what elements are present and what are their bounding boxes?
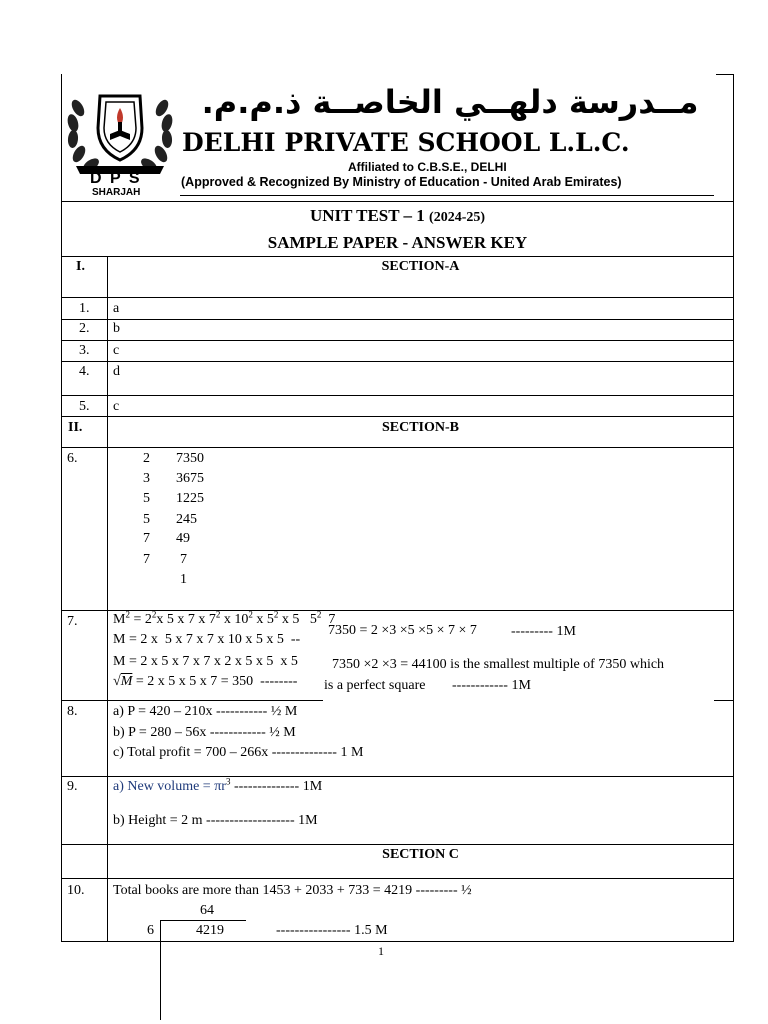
- q6-quotient: 3675: [176, 471, 204, 486]
- divider-q7-right: [714, 700, 734, 701]
- title-main: UNIT TEST – 1: [309, 206, 425, 225]
- approval-text: (Approved & Recognized By Ministry of Education - United Arab Emirates): [181, 175, 622, 189]
- header-underline: [180, 195, 714, 196]
- q7-left-work: [113, 609, 336, 699]
- q6-quotient: 245: [176, 512, 197, 527]
- q3-answer: c: [113, 343, 120, 358]
- title-line-2: SAMPLE PAPER - ANSWER KEY: [267, 233, 528, 252]
- divider-secb: [61, 447, 734, 448]
- section-c-title: SECTION C: [382, 847, 459, 862]
- q6-quotient: 1225: [176, 491, 204, 506]
- q7-line-4: √M = 2 x 5 x 5 x 7 = 350 --------: [113, 674, 298, 689]
- q8-part-a: a) P = 420 – 210x ----------- ½ M: [113, 704, 298, 719]
- q6-quotient: 49: [176, 531, 190, 546]
- affiliation-text: Affiliated to C.B.S.E., DELHI: [348, 160, 507, 174]
- q1-number: 1.: [79, 301, 90, 316]
- q7-right-mark-1: --------- 1M: [511, 624, 576, 639]
- logo-text: D P S: [90, 170, 142, 187]
- q4-answer: d: [113, 364, 120, 379]
- section-b-number: II.: [68, 420, 83, 435]
- q9-part-a-text: a) New volume = πr: [113, 779, 226, 794]
- q6-divisor: 2: [143, 451, 150, 466]
- q6-quotient: 1: [180, 572, 187, 587]
- logo-city: SHARJAH: [92, 187, 141, 198]
- q9-part-a: a) New volume = $\pi r^3$ -------------- 1M: [113, 776, 323, 794]
- q10-line-1: Total books are more than 1453 + 2033 + 733 = 4219 --------- ½: [113, 883, 472, 898]
- school-name: DELHI PRIVATE SCHOOL L.L.C.: [182, 128, 630, 157]
- q1-answer: a: [113, 301, 120, 316]
- divider-q7: [61, 700, 323, 701]
- frame-bottom: [61, 941, 734, 942]
- q6-number: 6.: [67, 451, 78, 466]
- q6-divisor: 7: [143, 531, 150, 546]
- divider-seca: [61, 297, 734, 298]
- q10-division-bar: [160, 920, 246, 921]
- q6-factor-table: [140, 450, 220, 590]
- q4-number: 4.: [79, 364, 90, 379]
- divider-a5: [61, 416, 734, 417]
- school-logo: [64, 78, 176, 198]
- divider-a2: [61, 340, 734, 341]
- q8-part-b: b) P = 280 – 56x ------------ ½ M: [113, 725, 296, 740]
- divider-secc: [61, 878, 734, 879]
- q9-number: 9.: [67, 779, 78, 794]
- divider-a4: [61, 395, 734, 396]
- q7-right-line-2: 7350 ×2 ×3 = 44100 is the smallest multiple of 7350 which: [332, 657, 665, 672]
- q2-answer: b: [113, 321, 120, 336]
- q6-divisor: 7: [143, 552, 150, 567]
- q9-part-a-mark: -------------- 1M: [230, 779, 323, 794]
- q7-line-3: M = 2 x 5 x 7 x 7 x 2 x 5 x 5 x 5: [113, 654, 298, 669]
- q3-number: 3.: [79, 343, 90, 358]
- section-a-title: SECTION-A: [381, 259, 460, 274]
- q6-divisor: 3: [143, 471, 150, 486]
- frame-top-right-tick: [716, 74, 734, 75]
- divider-header: [61, 201, 734, 202]
- q7-line-2: M = 2 x 5 x 7 x 7 x 10 x 5 x 5 --: [113, 632, 301, 647]
- q10-quotient: 64: [200, 903, 214, 918]
- title-line-1: [61, 205, 734, 228]
- school-name-arabic: مــدرسة دلهــي الخاصــة ذ.م.م.: [201, 83, 699, 121]
- section-b-title: SECTION-B: [381, 420, 460, 435]
- q5-number: 5.: [79, 399, 90, 414]
- q6-divisor: 5: [143, 491, 150, 506]
- q6-quotient: 7350: [176, 451, 204, 466]
- page-number: 1: [378, 944, 384, 958]
- q2-number: 2.: [79, 321, 90, 336]
- divider-q8: [61, 776, 734, 777]
- title-year: (2024-25): [429, 210, 486, 225]
- q10-divisor: 6: [147, 923, 154, 938]
- q10-mark: ---------------- 1.5 M: [276, 923, 388, 938]
- divider-title: [61, 256, 734, 257]
- divider-a1: [61, 319, 734, 320]
- column-divider: [107, 256, 108, 942]
- q6-quotient: 7: [180, 552, 187, 567]
- q7-right-line-3: is a perfect square: [324, 678, 426, 693]
- divider-a3: [61, 361, 734, 362]
- q10-dividend: 4219: [196, 923, 224, 938]
- q5-answer: c: [113, 399, 120, 414]
- q7-number: 7.: [67, 614, 78, 629]
- q10-division-stem: [160, 920, 161, 1020]
- q7-right-mark-3: ------------ 1M: [452, 678, 531, 693]
- q8-number: 8.: [67, 704, 78, 719]
- q8-part-c: c) Total profit = 700 – 266x -------------- 1 M: [113, 745, 364, 760]
- section-a-number: I.: [76, 259, 85, 274]
- q7-right-line-1: 7350 = 2 ×3 ×5 ×5 × 7 × 7: [328, 623, 477, 638]
- divider-q9: [61, 844, 734, 845]
- q10-number: 10.: [67, 883, 85, 898]
- q9-part-b: b) Height = 2 m ------------------- 1M: [113, 813, 318, 828]
- q7-line-1: $M^2 = 2^2x$ 5 x 7 x $7^2$ x $10^2$ x $5^2$ x 5 $5^2$ 7: [113, 609, 336, 627]
- q6-divisor: 5: [143, 512, 150, 527]
